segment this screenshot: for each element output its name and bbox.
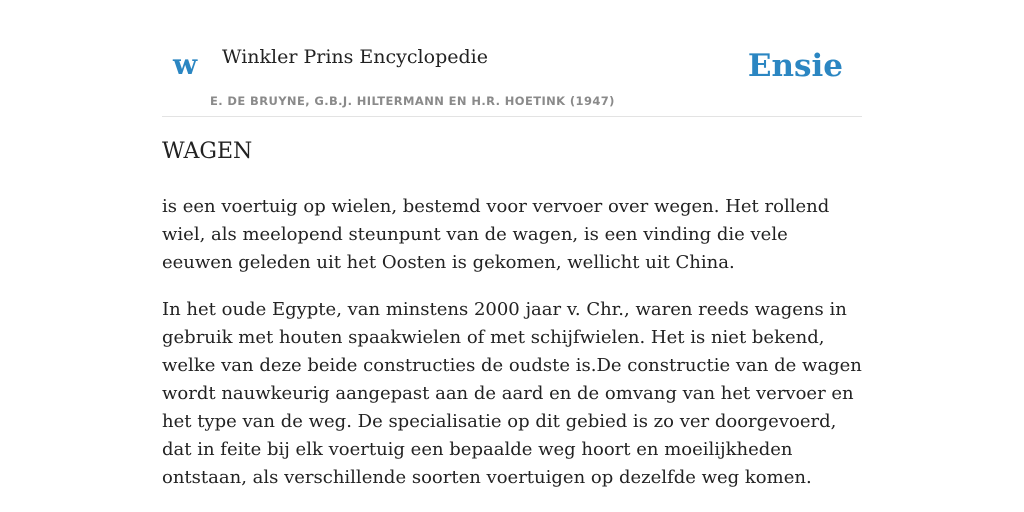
authors-line: E. DE BRUYNE, G.B.J. HILTERMANN EN H.R. HOETINK (1947) <box>210 94 615 108</box>
encyclopedia-title[interactable]: Winkler Prins Encyclopedie <box>222 46 488 68</box>
header <box>162 0 862 117</box>
paragraph: is een voertuig op wielen, bestemd voor vervoer over wegen. Het rollend wiel, als meelopend steunpunt van de wagen, is een vinding die vele eeuwen geleden uit het Oosten is gekomen, wellicht uit China. <box>162 196 830 273</box>
paragraph: In het oude Egypte, van minstens 2000 jaar v. Chr., waren reeds wagens in gebruik met houten spaakwielen of met schijfwielen. Het is niet bekend, welke van deze beide constructies de oudste is.De constructie van de wagen wordt nauwkeurig aangepast aan de aard en de omvang van het vervoer en het type van de weg. De specialisatie op dit gebied is zo ver doorgevoerd, dat in feite bij elk voertuig een bepaalde weg hoort en moeilijkheden ontstaan, als verschillende soorten voertuigen op dezelfde weg komen. <box>162 299 862 488</box>
ensie-brand-logo[interactable]: Ensie <box>747 48 843 84</box>
article-container <box>162 0 862 488</box>
entry-body <box>162 193 862 511</box>
encyclopedia-logo[interactable]: w <box>173 48 198 81</box>
entry-title: WAGEN <box>162 139 253 164</box>
